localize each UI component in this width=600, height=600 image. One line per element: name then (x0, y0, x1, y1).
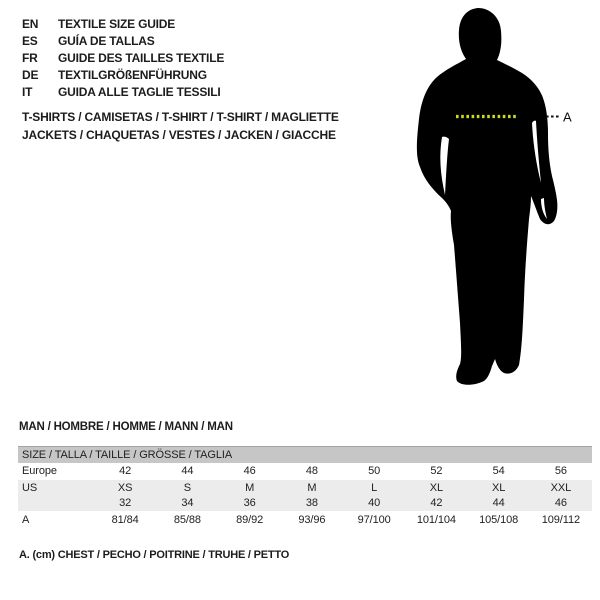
table-cell: 81/84 (111, 514, 139, 526)
table-cell: 36 (243, 497, 256, 509)
table-cell: 48 (305, 465, 318, 477)
table-cell: 46 (243, 465, 256, 477)
language-label: TEXTILGRÖßENFÜHRUNG (58, 68, 207, 82)
table-cell: 44 (181, 465, 194, 477)
table-cell: 54 (492, 465, 505, 477)
table-cell: XL (491, 482, 506, 494)
language-row-en (22, 16, 224, 33)
man-silhouette-figure (400, 5, 575, 395)
language-list (22, 16, 224, 101)
table-cell: S (183, 482, 191, 494)
language-row-de (22, 67, 224, 84)
category-jackets: JACKETS / CHAQUETAS / VESTES / JACKEN / GIACCHE (22, 128, 336, 142)
language-label: GUIDA ALLE TAGLIE TESSILI (58, 85, 221, 99)
table-cell: 97/100 (357, 514, 391, 526)
language-label: GUÍA DE TALLAS (58, 34, 155, 48)
size-table (18, 446, 592, 529)
language-row-it (22, 84, 224, 101)
man-silhouette-shape (417, 8, 558, 385)
table-cell: M (307, 482, 317, 494)
table-row-chest-a (18, 511, 592, 529)
table-row-us-numeric (18, 496, 592, 511)
table-cell: 42 (430, 497, 443, 509)
table-cell: 85/88 (173, 514, 201, 526)
table-cell: 40 (368, 497, 381, 509)
category-list (22, 108, 339, 144)
table-cell: M (245, 482, 255, 494)
language-code: FR (22, 51, 38, 65)
row-label: US (22, 482, 38, 494)
section-title-man: MAN / HOMBRE / HOMME / MANN / MAN (19, 421, 233, 433)
language-code: EN (22, 17, 39, 31)
row-label: A (22, 514, 30, 526)
table-cell: 101/104 (416, 514, 456, 526)
table-cell: 56 (554, 465, 567, 477)
language-row-es (22, 33, 224, 50)
category-tshirts: T-SHIRTS / CAMISETAS / T-SHIRT / T-SHIRT / MAGLIETTE (22, 110, 339, 124)
table-cell: 89/92 (236, 514, 264, 526)
table-cell: 105/108 (479, 514, 519, 526)
table-cell: 93/96 (298, 514, 326, 526)
table-cell: 38 (305, 497, 318, 509)
language-code: IT (22, 85, 33, 99)
language-label: TEXTILE SIZE GUIDE (58, 17, 176, 31)
table-row-europe (18, 463, 592, 480)
table-cell: 44 (492, 497, 505, 509)
table-cell: 50 (368, 465, 381, 477)
table-cell: 109/112 (541, 514, 580, 526)
table-row-us (18, 480, 592, 496)
language-code: DE (22, 68, 39, 82)
language-label: GUIDE DES TAILLES TEXTILE (58, 51, 225, 65)
measure-footnote: A. (cm) CHEST / PECHO / POITRINE / TRUHE / PETTO (19, 549, 290, 561)
man-silhouette-svg (400, 5, 575, 395)
table-cell: XS (117, 482, 133, 494)
table-cell: 52 (430, 465, 443, 477)
table-cell: 32 (119, 497, 132, 509)
table-cell: 42 (119, 465, 132, 477)
row-label: Europe (22, 465, 57, 477)
table-cell: 34 (181, 497, 194, 509)
table-cell: L (371, 482, 378, 494)
row-label (18, 496, 94, 511)
language-code: ES (22, 34, 38, 48)
table-cell: XXL (550, 482, 572, 494)
table-cell: XL (429, 482, 443, 494)
table-cell: 46 (554, 497, 567, 509)
measure-label-a: A (563, 109, 572, 125)
size-table-header: SIZE / TALLA / TAILLE / GRÖSSE / TAGLIA (18, 447, 592, 463)
language-row-fr (22, 50, 224, 67)
